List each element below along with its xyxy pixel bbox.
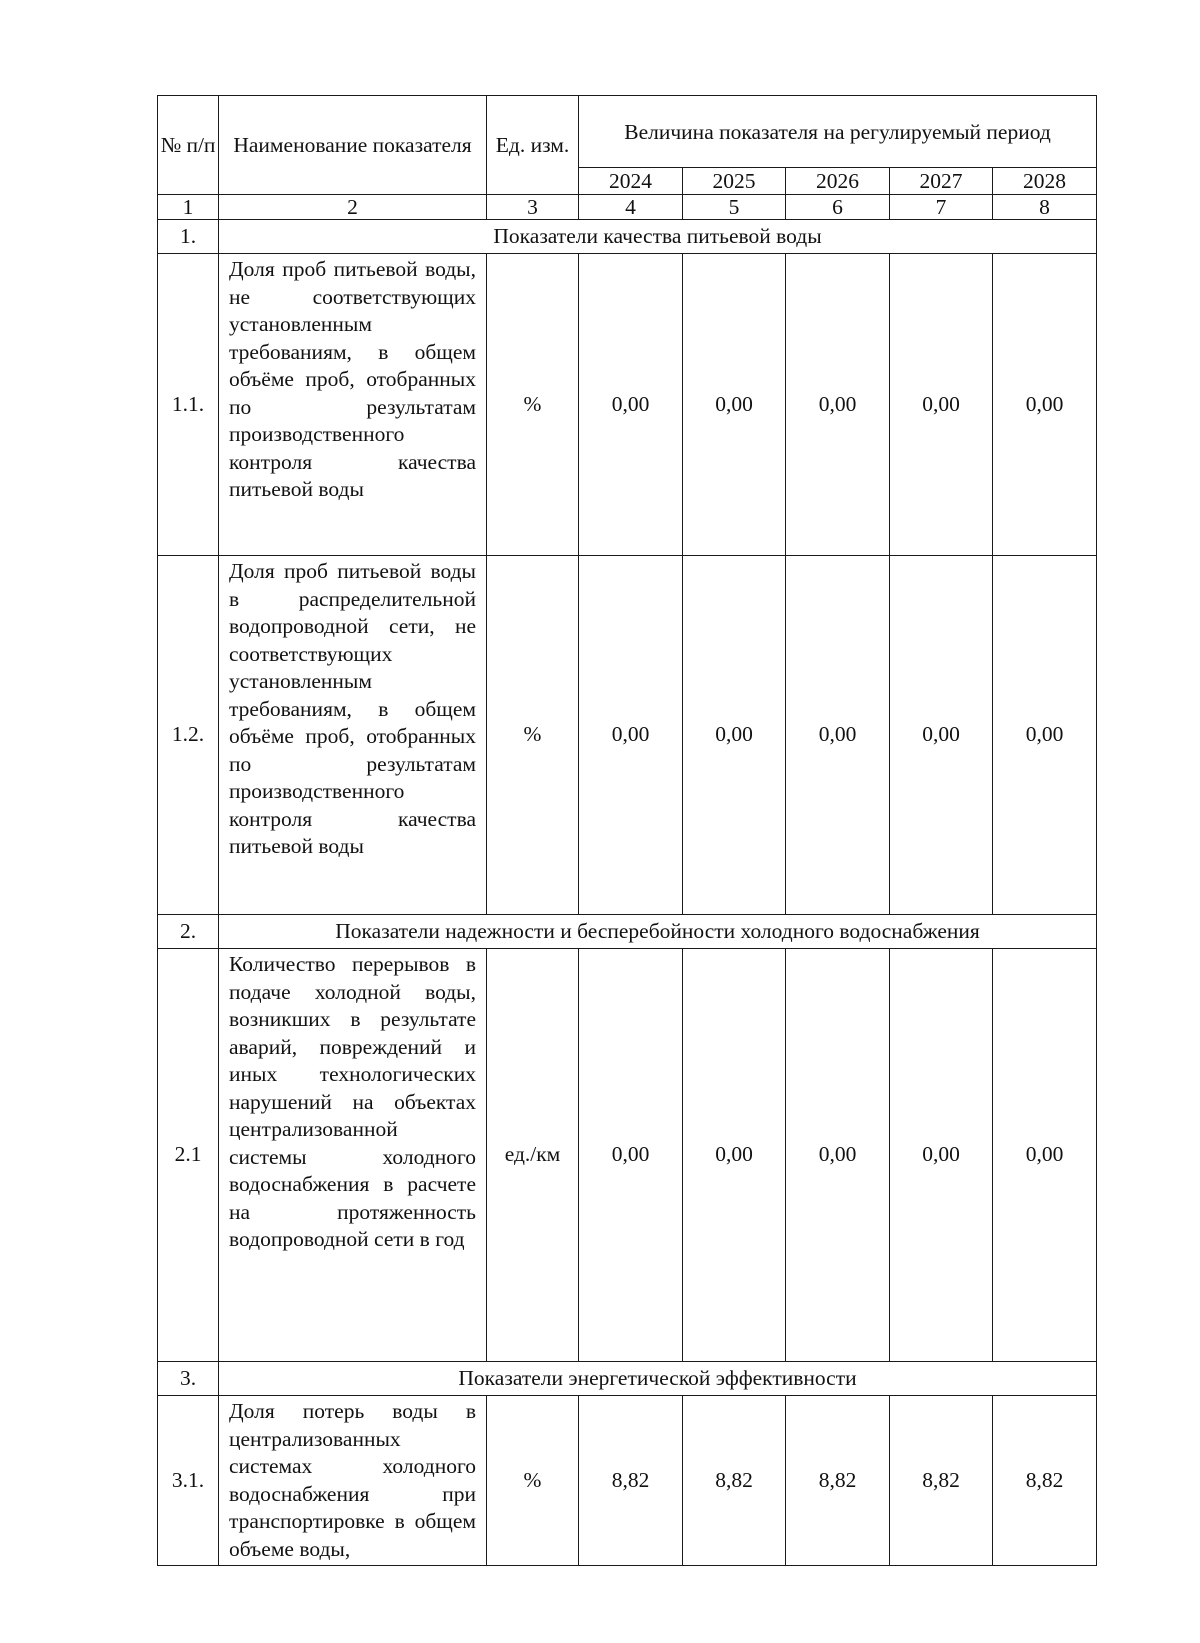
header-name: Наименование показателя [219,96,487,195]
value-cell: 8,82 [993,1396,1097,1566]
table-row [158,1396,1097,1566]
column-number: 8 [993,195,1097,220]
column-number: 2 [219,195,487,220]
section-row [158,915,1097,949]
header-period: Величина показателя на регулируемый период [579,96,1097,168]
section-number: 2. [158,915,219,949]
value-cell: 8,82 [786,1396,890,1566]
section-number: 1. [158,220,219,254]
column-number: 4 [579,195,683,220]
table-row [158,556,1097,915]
value-cell: 0,00 [993,254,1097,556]
indicator-unit: ед./км [487,949,579,1362]
value-cell: 8,82 [683,1396,786,1566]
indicator-name: Доля проб питьевой воды, не соответствующих установленным требованиям, в общем объёме проб, отобранных по результатам производственного контроля качества питьевой воды [219,254,487,556]
row-number: 2.1 [158,949,219,1362]
table-row [158,949,1097,1362]
indicator-name: Доля потерь воды в централизованных системах холодного водоснабжения при транспортировке в общем объеме воды, [219,1396,487,1566]
indicator-unit: % [487,254,579,556]
year-cell: 2024 [579,168,683,195]
table-row [158,254,1097,556]
section-title: Показатели качества питьевой воды [219,220,1097,254]
indicators-table [157,95,1097,1566]
value-cell: 0,00 [683,556,786,915]
section-number: 3. [158,1362,219,1396]
indicator-name: Количество перерывов в подаче холодной воды, возникших в результате аварий, повреждений и иных технологических нарушений на объектах централизованной системы холодного водоснабжения в расчете на протяженность водопроводной сети в год [219,949,487,1362]
column-number: 6 [786,195,890,220]
value-cell: 0,00 [890,949,993,1362]
year-cell: 2028 [993,168,1097,195]
value-cell: 0,00 [683,254,786,556]
value-cell: 0,00 [993,556,1097,915]
column-number: 7 [890,195,993,220]
section-title: Показатели надежности и бесперебойности холодного водоснабжения [219,915,1097,949]
column-number: 5 [683,195,786,220]
column-numbers-row [158,195,1097,220]
value-cell: 0,00 [786,254,890,556]
value-cell: 0,00 [786,556,890,915]
value-cell: 0,00 [890,556,993,915]
header-row [158,96,1097,168]
year-cell: 2027 [890,168,993,195]
column-number: 1 [158,195,219,220]
indicator-name: Доля проб питьевой воды в распределительной водопроводной сети, не соответствующих установленным требованиям, в общем объёме проб, отобранных по результатам производственного контроля качества питьевой воды [219,556,487,915]
row-number: 1.2. [158,556,219,915]
value-cell: 0,00 [786,949,890,1362]
header-num: № п/п [158,96,219,195]
value-cell: 8,82 [579,1396,683,1566]
indicator-unit: % [487,556,579,915]
value-cell: 0,00 [579,556,683,915]
value-cell: 0,00 [579,254,683,556]
section-title: Показатели энергетической эффективности [219,1362,1097,1396]
section-row [158,220,1097,254]
year-cell: 2025 [683,168,786,195]
value-cell: 0,00 [579,949,683,1362]
row-number: 1.1. [158,254,219,556]
year-cell: 2026 [786,168,890,195]
indicator-unit: % [487,1396,579,1566]
value-cell: 0,00 [683,949,786,1362]
value-cell: 0,00 [890,254,993,556]
section-row [158,1362,1097,1396]
value-cell: 8,82 [890,1396,993,1566]
row-number: 3.1. [158,1396,219,1566]
value-cell: 0,00 [993,949,1097,1362]
header-unit: Ед. изм. [487,96,579,195]
column-number: 3 [487,195,579,220]
